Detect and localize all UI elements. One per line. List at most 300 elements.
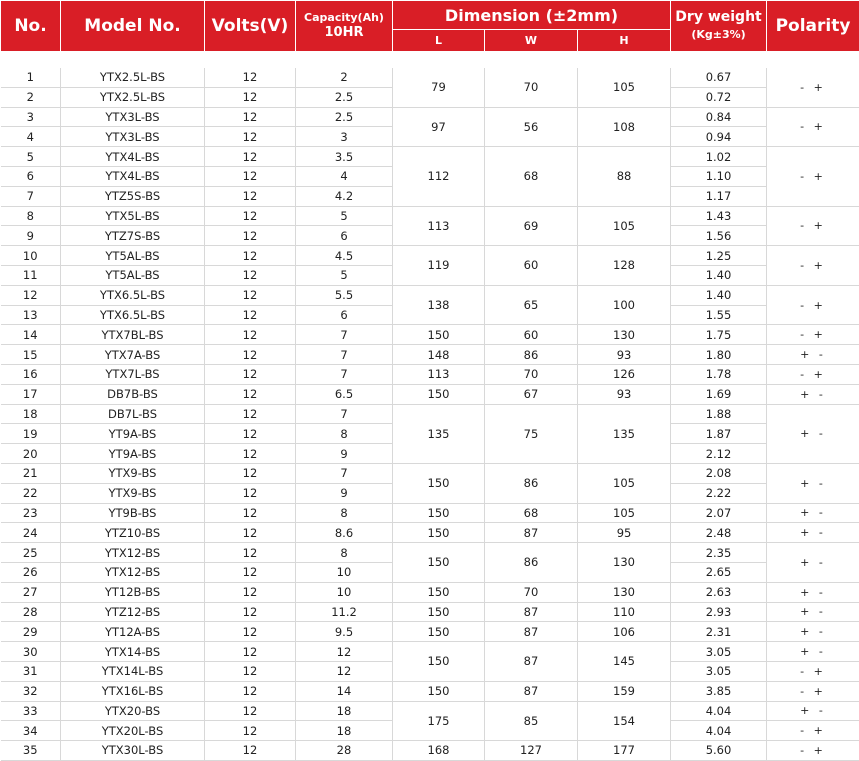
cell-dim-h: 95 bbox=[578, 523, 671, 543]
cell-polarity: + - bbox=[767, 582, 859, 602]
cell-volts: 12 bbox=[205, 325, 296, 345]
cell-volts: 12 bbox=[205, 285, 296, 305]
cell-polarity: + - bbox=[767, 404, 859, 463]
cell-dry-weight: 1.78 bbox=[671, 364, 767, 384]
cell-dim-w: 70 bbox=[485, 364, 578, 384]
cell-model: YT12A-BS bbox=[61, 622, 205, 642]
cell-model: YTX14-BS bbox=[61, 642, 205, 662]
cell-dry-weight: 2.93 bbox=[671, 602, 767, 622]
table-row bbox=[1, 681, 859, 701]
cell-dim-w: 60 bbox=[485, 325, 578, 345]
cell-model: DB7L-BS bbox=[61, 404, 205, 424]
cell-polarity: + - bbox=[767, 701, 859, 721]
cell-dry-weight: 1.43 bbox=[671, 206, 767, 226]
cell-dim-h: 135 bbox=[578, 404, 671, 463]
cell-dim-l: 112 bbox=[393, 147, 485, 206]
cell-no: 34 bbox=[1, 721, 61, 741]
header-dry-line1: Dry weight bbox=[671, 9, 766, 26]
cell-volts: 12 bbox=[205, 166, 296, 186]
spacer-cell bbox=[1, 52, 859, 69]
cell-polarity: + - bbox=[767, 345, 859, 365]
cell-volts: 12 bbox=[205, 147, 296, 167]
table-row bbox=[1, 503, 859, 523]
cell-volts: 12 bbox=[205, 543, 296, 563]
cell-dry-weight: 1.40 bbox=[671, 265, 767, 285]
cell-dim-l: 150 bbox=[393, 384, 485, 404]
cell-dry-weight: 1.75 bbox=[671, 325, 767, 345]
cell-capacity: 8 bbox=[296, 503, 393, 523]
table-row bbox=[1, 523, 859, 543]
cell-model: YTX6.5L-BS bbox=[61, 285, 205, 305]
table-header bbox=[1, 1, 859, 52]
cell-volts: 12 bbox=[205, 87, 296, 107]
cell-volts: 12 bbox=[205, 424, 296, 444]
cell-polarity: - + bbox=[767, 364, 859, 384]
cell-dim-w: 56 bbox=[485, 107, 578, 147]
header-width: W bbox=[485, 30, 578, 52]
cell-dim-l: 150 bbox=[393, 681, 485, 701]
table-row bbox=[1, 404, 859, 424]
cell-dry-weight: 1.17 bbox=[671, 186, 767, 206]
cell-polarity: - + bbox=[767, 246, 859, 286]
cell-dry-weight: 2.12 bbox=[671, 444, 767, 464]
cell-no: 18 bbox=[1, 404, 61, 424]
cell-dim-w: 87 bbox=[485, 642, 578, 682]
cell-no: 31 bbox=[1, 661, 61, 681]
cell-dim-l: 175 bbox=[393, 701, 485, 741]
cell-dim-h: 100 bbox=[578, 285, 671, 325]
cell-capacity: 9.5 bbox=[296, 622, 393, 642]
table-body bbox=[1, 52, 859, 761]
cell-no: 23 bbox=[1, 503, 61, 523]
cell-model: YTX7A-BS bbox=[61, 345, 205, 365]
table-row bbox=[1, 602, 859, 622]
cell-no: 7 bbox=[1, 186, 61, 206]
cell-no: 21 bbox=[1, 463, 61, 483]
cell-capacity: 7 bbox=[296, 345, 393, 365]
cell-volts: 12 bbox=[205, 741, 296, 761]
table-row bbox=[1, 701, 859, 721]
cell-dim-l: 150 bbox=[393, 622, 485, 642]
cell-model: YTX12-BS bbox=[61, 543, 205, 563]
cell-model: YTX4L-BS bbox=[61, 147, 205, 167]
cell-dim-w: 65 bbox=[485, 285, 578, 325]
cell-dim-h: 106 bbox=[578, 622, 671, 642]
cell-dim-l: 150 bbox=[393, 325, 485, 345]
cell-dim-w: 86 bbox=[485, 543, 578, 583]
cell-dim-l: 148 bbox=[393, 345, 485, 365]
cell-dry-weight: 1.80 bbox=[671, 345, 767, 365]
cell-no: 8 bbox=[1, 206, 61, 226]
cell-dim-h: 105 bbox=[578, 503, 671, 523]
cell-dim-h: 130 bbox=[578, 543, 671, 583]
cell-volts: 12 bbox=[205, 463, 296, 483]
cell-no: 33 bbox=[1, 701, 61, 721]
cell-volts: 12 bbox=[205, 265, 296, 285]
cell-volts: 12 bbox=[205, 68, 296, 87]
cell-model: YTX16L-BS bbox=[61, 681, 205, 701]
cell-no: 28 bbox=[1, 602, 61, 622]
cell-volts: 12 bbox=[205, 206, 296, 226]
cell-no: 20 bbox=[1, 444, 61, 464]
header-model: Model No. bbox=[61, 1, 205, 52]
cell-no: 19 bbox=[1, 424, 61, 444]
cell-model: YT5AL-BS bbox=[61, 246, 205, 266]
cell-dry-weight: 3.05 bbox=[671, 642, 767, 662]
cell-dim-h: 126 bbox=[578, 364, 671, 384]
table-row bbox=[1, 463, 859, 483]
cell-dry-weight: 0.94 bbox=[671, 127, 767, 147]
cell-model: YTX3L-BS bbox=[61, 107, 205, 127]
cell-volts: 12 bbox=[205, 701, 296, 721]
cell-dry-weight: 1.10 bbox=[671, 166, 767, 186]
cell-polarity: - + bbox=[767, 721, 859, 741]
cell-polarity: + - bbox=[767, 503, 859, 523]
cell-capacity: 18 bbox=[296, 721, 393, 741]
cell-volts: 12 bbox=[205, 444, 296, 464]
cell-volts: 12 bbox=[205, 127, 296, 147]
cell-dim-l: 150 bbox=[393, 582, 485, 602]
cell-dim-w: 67 bbox=[485, 384, 578, 404]
cell-volts: 12 bbox=[205, 681, 296, 701]
cell-capacity: 7 bbox=[296, 325, 393, 345]
cell-capacity: 5 bbox=[296, 206, 393, 226]
cell-dry-weight: 1.87 bbox=[671, 424, 767, 444]
cell-capacity: 18 bbox=[296, 701, 393, 721]
cell-dim-w: 85 bbox=[485, 701, 578, 741]
cell-dim-w: 87 bbox=[485, 602, 578, 622]
cell-dim-l: 113 bbox=[393, 364, 485, 384]
cell-volts: 12 bbox=[205, 503, 296, 523]
cell-model: YTX7L-BS bbox=[61, 364, 205, 384]
cell-dim-l: 168 bbox=[393, 741, 485, 761]
cell-dim-w: 70 bbox=[485, 68, 578, 107]
cell-model: YTX2.5L-BS bbox=[61, 87, 205, 107]
header-height: H bbox=[578, 30, 671, 52]
cell-volts: 12 bbox=[205, 602, 296, 622]
cell-dim-h: 130 bbox=[578, 325, 671, 345]
cell-dry-weight: 0.72 bbox=[671, 87, 767, 107]
cell-polarity: - + bbox=[767, 325, 859, 345]
cell-capacity: 6 bbox=[296, 226, 393, 246]
cell-capacity: 12 bbox=[296, 642, 393, 662]
cell-dim-h: 105 bbox=[578, 463, 671, 503]
cell-dim-l: 119 bbox=[393, 246, 485, 286]
cell-capacity: 28 bbox=[296, 741, 393, 761]
cell-dry-weight: 2.65 bbox=[671, 562, 767, 582]
cell-capacity: 6.5 bbox=[296, 384, 393, 404]
cell-model: YT9A-BS bbox=[61, 444, 205, 464]
cell-dry-weight: 3.85 bbox=[671, 681, 767, 701]
cell-no: 3 bbox=[1, 107, 61, 127]
header-no: No. bbox=[1, 1, 61, 52]
cell-capacity: 14 bbox=[296, 681, 393, 701]
cell-no: 13 bbox=[1, 305, 61, 325]
cell-no: 12 bbox=[1, 285, 61, 305]
cell-dim-w: 70 bbox=[485, 582, 578, 602]
cell-volts: 12 bbox=[205, 483, 296, 503]
cell-dry-weight: 2.08 bbox=[671, 463, 767, 483]
cell-capacity: 12 bbox=[296, 661, 393, 681]
table-row bbox=[1, 364, 859, 384]
cell-polarity: + - bbox=[767, 602, 859, 622]
cell-dry-weight: 2.22 bbox=[671, 483, 767, 503]
cell-volts: 12 bbox=[205, 661, 296, 681]
cell-capacity: 9 bbox=[296, 444, 393, 464]
cell-dim-w: 60 bbox=[485, 246, 578, 286]
cell-no: 2 bbox=[1, 87, 61, 107]
cell-polarity: - + bbox=[767, 147, 859, 206]
cell-model: YT9A-BS bbox=[61, 424, 205, 444]
cell-dim-h: 145 bbox=[578, 642, 671, 682]
cell-volts: 12 bbox=[205, 622, 296, 642]
cell-capacity: 4 bbox=[296, 166, 393, 186]
cell-capacity: 3 bbox=[296, 127, 393, 147]
table-row bbox=[1, 543, 859, 563]
cell-model: YTX9-BS bbox=[61, 463, 205, 483]
cell-dim-w: 87 bbox=[485, 622, 578, 642]
header-dry-line2: (Kg±3%) bbox=[671, 26, 766, 43]
cell-dim-w: 68 bbox=[485, 147, 578, 206]
table-row bbox=[1, 582, 859, 602]
cell-dim-w: 87 bbox=[485, 523, 578, 543]
cell-polarity: - + bbox=[767, 285, 859, 325]
cell-dry-weight: 2.35 bbox=[671, 543, 767, 563]
cell-dry-weight: 1.25 bbox=[671, 246, 767, 266]
cell-no: 17 bbox=[1, 384, 61, 404]
header-capacity-line2: 10HR bbox=[296, 25, 392, 41]
cell-dim-l: 150 bbox=[393, 523, 485, 543]
cell-capacity: 3.5 bbox=[296, 147, 393, 167]
cell-dry-weight: 2.63 bbox=[671, 582, 767, 602]
cell-model: YTZ10-BS bbox=[61, 523, 205, 543]
cell-dim-w: 87 bbox=[485, 681, 578, 701]
cell-dim-w: 69 bbox=[485, 206, 578, 246]
cell-dim-h: 93 bbox=[578, 345, 671, 365]
table-row bbox=[1, 741, 859, 761]
cell-dry-weight: 1.40 bbox=[671, 285, 767, 305]
cell-no: 24 bbox=[1, 523, 61, 543]
cell-no: 5 bbox=[1, 147, 61, 167]
cell-polarity: + - bbox=[767, 622, 859, 642]
cell-dim-w: 75 bbox=[485, 404, 578, 463]
cell-volts: 12 bbox=[205, 186, 296, 206]
cell-polarity: - + bbox=[767, 661, 859, 681]
cell-capacity: 7 bbox=[296, 404, 393, 424]
cell-model: YTX20-BS bbox=[61, 701, 205, 721]
cell-capacity: 8 bbox=[296, 424, 393, 444]
cell-model: YTX12-BS bbox=[61, 562, 205, 582]
cell-volts: 12 bbox=[205, 364, 296, 384]
cell-dim-w: 86 bbox=[485, 463, 578, 503]
cell-dim-w: 127 bbox=[485, 741, 578, 761]
cell-volts: 12 bbox=[205, 246, 296, 266]
cell-model: YTX9-BS bbox=[61, 483, 205, 503]
cell-no: 22 bbox=[1, 483, 61, 503]
table-row bbox=[1, 68, 859, 87]
cell-dim-l: 138 bbox=[393, 285, 485, 325]
cell-no: 15 bbox=[1, 345, 61, 365]
cell-volts: 12 bbox=[205, 107, 296, 127]
table-row bbox=[1, 642, 859, 662]
cell-capacity: 4.2 bbox=[296, 186, 393, 206]
cell-dry-weight: 2.07 bbox=[671, 503, 767, 523]
header-dry-weight bbox=[671, 1, 767, 52]
table-row bbox=[1, 345, 859, 365]
cell-no: 16 bbox=[1, 364, 61, 384]
cell-dim-w: 86 bbox=[485, 345, 578, 365]
cell-capacity: 5 bbox=[296, 265, 393, 285]
cell-dim-h: 130 bbox=[578, 582, 671, 602]
cell-model: YTX30L-BS bbox=[61, 741, 205, 761]
cell-capacity: 10 bbox=[296, 562, 393, 582]
cell-capacity: 6 bbox=[296, 305, 393, 325]
cell-dim-h: 154 bbox=[578, 701, 671, 741]
cell-model: YTZ7S-BS bbox=[61, 226, 205, 246]
cell-volts: 12 bbox=[205, 345, 296, 365]
cell-dim-h: 177 bbox=[578, 741, 671, 761]
cell-dry-weight: 1.56 bbox=[671, 226, 767, 246]
cell-no: 6 bbox=[1, 166, 61, 186]
cell-volts: 12 bbox=[205, 562, 296, 582]
cell-capacity: 11.2 bbox=[296, 602, 393, 622]
cell-dim-l: 113 bbox=[393, 206, 485, 246]
cell-polarity: - + bbox=[767, 107, 859, 147]
cell-no: 32 bbox=[1, 681, 61, 701]
cell-dim-h: 105 bbox=[578, 68, 671, 107]
cell-dry-weight: 1.69 bbox=[671, 384, 767, 404]
cell-volts: 12 bbox=[205, 642, 296, 662]
header-spacer bbox=[1, 52, 859, 69]
cell-dry-weight: 1.55 bbox=[671, 305, 767, 325]
table-row bbox=[1, 622, 859, 642]
header-length: L bbox=[393, 30, 485, 52]
cell-dim-h: 105 bbox=[578, 206, 671, 246]
cell-dry-weight: 4.04 bbox=[671, 701, 767, 721]
cell-no: 4 bbox=[1, 127, 61, 147]
cell-model: YTX2.5L-BS bbox=[61, 68, 205, 87]
cell-dim-l: 150 bbox=[393, 543, 485, 583]
cell-dry-weight: 0.67 bbox=[671, 68, 767, 87]
cell-dry-weight: 2.31 bbox=[671, 622, 767, 642]
cell-dim-h: 159 bbox=[578, 681, 671, 701]
cell-no: 35 bbox=[1, 741, 61, 761]
cell-polarity: + - bbox=[767, 384, 859, 404]
table-row bbox=[1, 147, 859, 167]
cell-capacity: 4.5 bbox=[296, 246, 393, 266]
cell-dim-l: 150 bbox=[393, 642, 485, 682]
cell-dry-weight: 1.02 bbox=[671, 147, 767, 167]
cell-dim-l: 97 bbox=[393, 107, 485, 147]
cell-volts: 12 bbox=[205, 582, 296, 602]
header-capacity bbox=[296, 1, 393, 52]
cell-dim-l: 79 bbox=[393, 68, 485, 107]
cell-polarity: + - bbox=[767, 543, 859, 583]
cell-polarity: + - bbox=[767, 463, 859, 503]
cell-volts: 12 bbox=[205, 721, 296, 741]
cell-no: 9 bbox=[1, 226, 61, 246]
cell-capacity: 2 bbox=[296, 68, 393, 87]
cell-dry-weight: 4.04 bbox=[671, 721, 767, 741]
cell-no: 11 bbox=[1, 265, 61, 285]
cell-model: YT5AL-BS bbox=[61, 265, 205, 285]
cell-polarity: - + bbox=[767, 68, 859, 107]
cell-model: YT12B-BS bbox=[61, 582, 205, 602]
table-row bbox=[1, 107, 859, 127]
cell-dim-l: 150 bbox=[393, 503, 485, 523]
cell-capacity: 2.5 bbox=[296, 87, 393, 107]
cell-volts: 12 bbox=[205, 404, 296, 424]
cell-dim-h: 128 bbox=[578, 246, 671, 286]
cell-dim-l: 150 bbox=[393, 463, 485, 503]
cell-dim-h: 88 bbox=[578, 147, 671, 206]
cell-no: 1 bbox=[1, 68, 61, 87]
cell-polarity: + - bbox=[767, 523, 859, 543]
cell-model: YTX7BL-BS bbox=[61, 325, 205, 345]
cell-capacity: 9 bbox=[296, 483, 393, 503]
cell-no: 30 bbox=[1, 642, 61, 662]
cell-no: 14 bbox=[1, 325, 61, 345]
cell-no: 29 bbox=[1, 622, 61, 642]
cell-capacity: 5.5 bbox=[296, 285, 393, 305]
cell-no: 26 bbox=[1, 562, 61, 582]
cell-model: YTX4L-BS bbox=[61, 166, 205, 186]
cell-dim-l: 150 bbox=[393, 602, 485, 622]
cell-dry-weight: 2.48 bbox=[671, 523, 767, 543]
cell-polarity: + - bbox=[767, 642, 859, 662]
cell-volts: 12 bbox=[205, 305, 296, 325]
cell-capacity: 8 bbox=[296, 543, 393, 563]
cell-model: YTX3L-BS bbox=[61, 127, 205, 147]
cell-volts: 12 bbox=[205, 523, 296, 543]
header-volts: Volts(V) bbox=[205, 1, 296, 52]
cell-polarity: - + bbox=[767, 741, 859, 761]
cell-capacity: 2.5 bbox=[296, 107, 393, 127]
cell-capacity: 8.6 bbox=[296, 523, 393, 543]
table-row bbox=[1, 206, 859, 226]
table-row bbox=[1, 384, 859, 404]
cell-dry-weight: 3.05 bbox=[671, 661, 767, 681]
cell-model: YTZ5S-BS bbox=[61, 186, 205, 206]
table-row bbox=[1, 285, 859, 305]
cell-model: YT9B-BS bbox=[61, 503, 205, 523]
header-capacity-line1: Capacity(Ah) bbox=[296, 11, 392, 25]
cell-model: YTX14L-BS bbox=[61, 661, 205, 681]
table-row bbox=[1, 325, 859, 345]
cell-capacity: 10 bbox=[296, 582, 393, 602]
cell-no: 10 bbox=[1, 246, 61, 266]
cell-dim-h: 108 bbox=[578, 107, 671, 147]
cell-dry-weight: 0.84 bbox=[671, 107, 767, 127]
cell-model: YTX5L-BS bbox=[61, 206, 205, 226]
cell-dim-l: 135 bbox=[393, 404, 485, 463]
cell-polarity: - + bbox=[767, 206, 859, 246]
cell-capacity: 7 bbox=[296, 364, 393, 384]
cell-model: YTZ12-BS bbox=[61, 602, 205, 622]
cell-volts: 12 bbox=[205, 226, 296, 246]
cell-dim-w: 68 bbox=[485, 503, 578, 523]
cell-dim-h: 110 bbox=[578, 602, 671, 622]
cell-model: YTX20L-BS bbox=[61, 721, 205, 741]
cell-model: YTX6.5L-BS bbox=[61, 305, 205, 325]
cell-capacity: 7 bbox=[296, 463, 393, 483]
cell-volts: 12 bbox=[205, 384, 296, 404]
table-row bbox=[1, 246, 859, 266]
cell-no: 25 bbox=[1, 543, 61, 563]
cell-no: 27 bbox=[1, 582, 61, 602]
cell-model: DB7B-BS bbox=[61, 384, 205, 404]
cell-dry-weight: 5.60 bbox=[671, 741, 767, 761]
